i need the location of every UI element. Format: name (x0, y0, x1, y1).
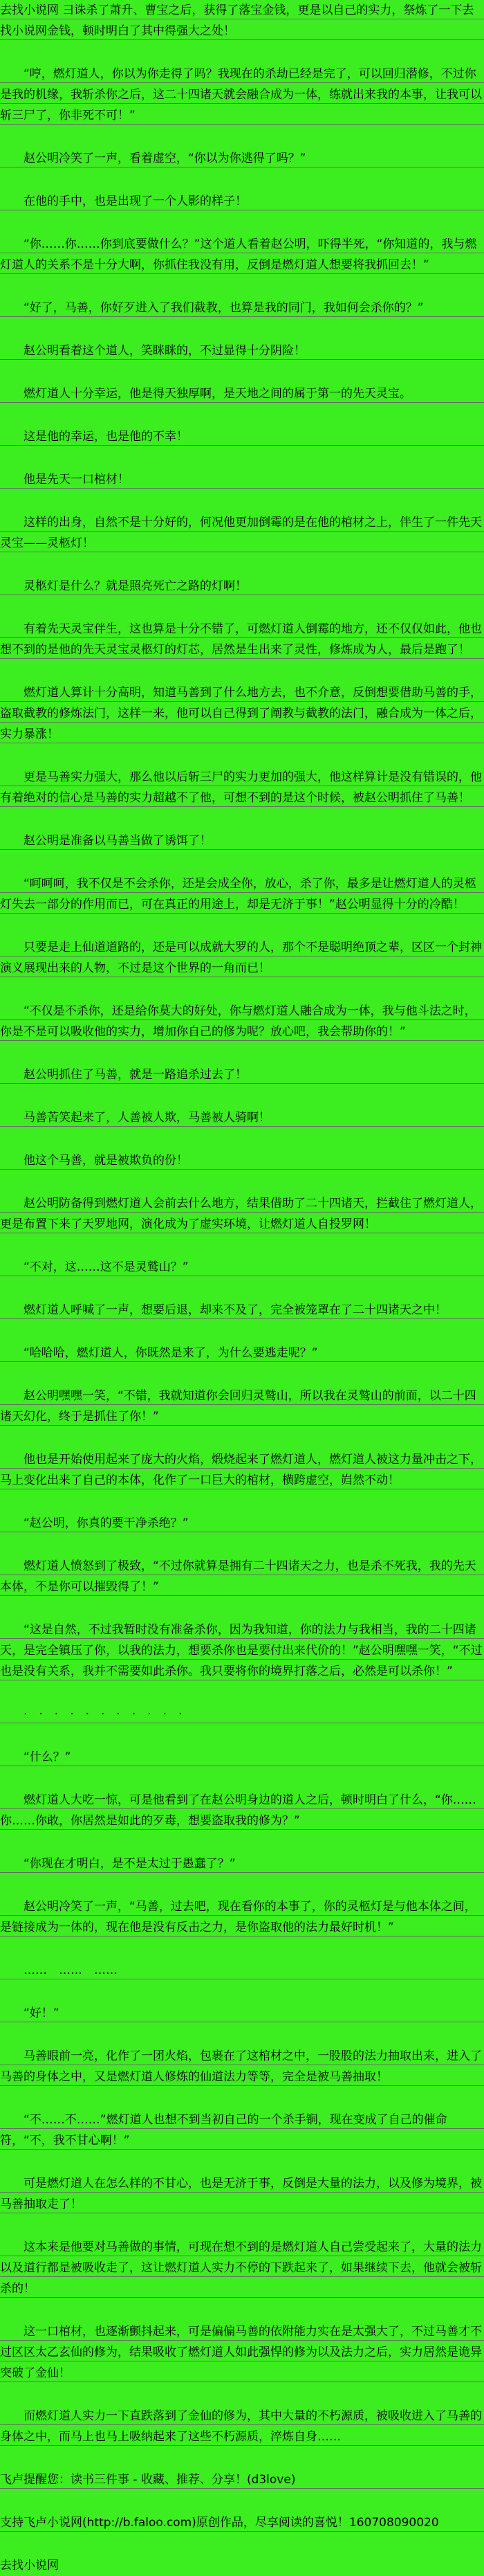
novel-paragraph: 这样的出身，自然不是十分好的，何况他更加倒霉的是在他的棺材之上，伴生了一件先天灵宝——灵柩灯！ (0, 512, 484, 554)
novel-paragraph: · · · · · · · · · · · (0, 1704, 484, 1725)
novel-paragraph: 只要是走上仙道道路的，还是可以成就大罗的人，那个不是聪明绝顶之辈，区区一个封神演义展现出来的人物，不过是这个世界的一角而已！ (0, 937, 484, 979)
novel-paragraph: 马善眼前一亮，化作了一团火焰，包裹在了这棺材之中，一股股的法力抽取出来，进入了马善的身体之中，又是燃灯道人修炼的仙道法力等等，完全是被马善抽取！ (0, 2046, 484, 2087)
novel-paragraph: 赵公明是准备以马善当做了诱饵了！ (0, 831, 484, 851)
novel-paragraph: “哼，燃灯道人，你以为你走得了吗？我现在的杀劫已经是完了，可以回归潜修，不过你是我的机缘，我斩杀你之后，这二十四诸天就会融合成为一体，练就出来我的本事，让我可以斩三尸了，你非死不可！” (0, 64, 484, 126)
novel-paragraph: 赵公明防备得到燃灯道人会前去什么地方，结果借助了二十四诸天，拦截住了燃灯道人，更是布置下来了天罗地网，演化成为了虚实环境，让燃灯道人自投罗网！ (0, 1193, 484, 1235)
novel-paragraph: “不对，这……这不是灵鹫山？” (0, 1257, 484, 1278)
novel-paragraph: “呵呵呵，我不仅是不会杀你，还是会成全你，放心，杀了你，最多是让燃灯道人的灵柩灯失去一部分的作用而已，可在真正的用途上，却是无济于事！”赵公明显得十分的冷酷！ (0, 873, 484, 915)
novel-paragraph: 而燃灯道人实力一下直跌落到了金仙的修为，其中大量的不朽源质，被吸收进入了马善的身体之中，而马上也马上吸纳起来了这些不朽源质，淬炼自身…… (0, 2406, 484, 2447)
novel-paragraph: “不……不……”燃灯道人也想不到当初自己的一个杀手锏，现在变成了自己的催命符，“不，我不甘心啊！” (0, 2110, 484, 2151)
novel-paragraph: “你……你……你到底要做什么？”这个道人看着赵公明，吓得半死，“你知道的，我与燃灯道人的关系不是十分大啊，你抓住我没有用，反倒是燃灯道人想要将我抓回去！” (0, 234, 484, 275)
novel-paragraph: 更是马善实力强大，那么他以后斩三尸的实力更加的强大，他这样算计是没有错误的，他有着绝对的信心是马善的实力超越不了他，可想不到的是这个时候，被赵公明抓住了马善！ (0, 767, 484, 808)
novel-paragraph: “这是自然，不过我暂时没有准备杀你，因为我知道，你的法力与我相当，我的二十四诸天，是完全镇压了你，以我的法力，想要杀你也是要付出来代价的！”赵公明嘿嘿一笑，“不过也是没有关系，我并不需要如此杀你。我只要将你的境界打落之后，必然是可以杀你！” (0, 1620, 484, 1682)
novel-paragraph: “好！” (0, 2003, 484, 2024)
novel-paragraph: 这本来是他要对马善做的事情，可现在想不到的是燃灯道人自己尝受起来了，大量的法力以及道行都是被吸收走了，这让燃灯道人实力不停的下跌起来了，如果继续下去，他就会被斩杀的！ (0, 2237, 484, 2299)
novel-paragraph: 去找小说网 彐诛杀了萧升、曹宝之后，获得了落宝金钱，更是以自己的实力，祭炼了一下去找小说网金钱，顿时明白了其中得强大之处！ (0, 0, 484, 42)
novel-paragraph: “什么？” (0, 1747, 484, 1768)
novel-paragraph: 可是燃灯道人在怎么样的不甘心，也是无济于事，反倒是大量的法力，以及修为境界，被马善抽取走了！ (0, 2173, 484, 2215)
novel-paragraph: 这一口棺材，也逐渐颤抖起来，可是偏偏马善的依附能力实在是太强大了，不过马善才不过区区太乙玄仙的修为，结果吸收了燃灯道人如此强悍的修为以及法力之后，实力居然是诡异突破了金仙！ (0, 2321, 484, 2384)
novel-paragraph: 燃灯道人算计十分高明，知道马善到了什么地方去，也不介意，反倒想要借助马善的手，盗取截教的修炼法门，这样一来，他可以自己得到了阐教与截教的法门，融合成为一体之后，实力暴涨！ (0, 682, 484, 745)
novel-paragraph: 他也是开始使用起来了庞大的火焰，煅烧起来了燃灯道人，燃灯道人被这力量冲击之下，马上变化出来了自己的本体，化作了一口巨大的棺材，横跨虚空，岿然不动！ (0, 1449, 484, 1491)
novel-paragraph: 燃灯道人大吃一惊，可是他看到了在赵公明身边的道人之后，顿时明白了什么，“你……你……你敢，你居然是如此的歹毒，想要盗取我的修为？” (0, 1790, 484, 1831)
novel-paragraph: 赵公明嘿嘿一笑，“不错，我就知道你会回归灵鹫山，所以我在灵鹫山的前面，以二十四诸天幻化，终于是抓住了你！” (0, 1386, 484, 1427)
novel-paragraph: “你现在才明白，是不是太过于愚蠢了？” (0, 1853, 484, 1874)
novel-paragraph: 他这个马善，就是被欺负的份！ (0, 1150, 484, 1171)
novel-paragraph: 飞卢提醒您：读书三件事 - 收藏、推荐、分享！(d3love) (0, 2469, 484, 2490)
novel-paragraph: “不仅是不杀你，还是给你莫大的好处，你与燃灯道人融合成为一体，我与他斗法之时，你是不是可以吸收他的实力，增加你自己的修为呢？放心吧，我会帮助你的！” (0, 1001, 484, 1042)
novel-paragraph: 这是他的幸运，也是他的不幸！ (0, 426, 484, 447)
novel-paragraph: “好了，马善，你好歹进入了我们截教，也算是我的同门，我如何会杀你的？” (0, 298, 484, 318)
novel-paragraph: 燃灯道人愤怒到了极致，“不过你就算是拥有二十四诸天之力，也是杀不死我，我的先天本体，不是你可以摧毁得了！” (0, 1556, 484, 1597)
novel-paragraph: 赵公明冷笑了一声，“马善，过去吧，现在看你的本事了，你的灵柩灯是与他本体之间，是链接成为一体的，现在他是没有反击之力，是你盗取他的法力最好时机！” (0, 1896, 484, 1938)
novel-paragraph: 燃灯道人呼喊了一声，想要后退，却来不及了，完全被笼罩在了二十四诸天之中！ (0, 1300, 484, 1321)
novel-paragraph: 有着先天灵宝伴生，这也算是十分不错了，可燃灯道人倒霉的地方，还不仅仅如此，他也想不到的是他的先天灵宝灵柩灯的灯芯，居然是生出来了灵性，修炼成为人，最后是跑了！ (0, 619, 484, 660)
novel-paragraph: …… …… …… (0, 1960, 484, 1981)
novel-paragraph: 灵柩灯是什么？就是照亮死亡之路的灯啊！ (0, 576, 484, 597)
novel-paragraph: “哈哈哈，燃灯道人，你既然是来了，为什么要逃走呢？” (0, 1343, 484, 1363)
novel-paragraph: “赵公明，你真的要干净杀绝？” (0, 1513, 484, 1534)
novel-paragraph: 支持飞卢小说网(http://b.faloo.com)原创作品，尽享阅读的喜悦！160708090020 (0, 2512, 484, 2533)
novel-paragraph: 赵公明冷笑了一声，看着虚空，“你以为你逃得了吗？” (0, 148, 484, 169)
novel-paragraph: 赵公明看着这个道人，笑眯眯的，不过显得十分阴险！ (0, 341, 484, 361)
novel-paragraph: 燃灯道人十分幸运，他是得天独厚啊，是天地之间的属于第一的先天灵宝。 (0, 383, 484, 404)
novel-paragraph: 去找小说网 (0, 2559, 59, 2573)
novel-paragraph: 在他的手中，也是出现了一个人影的样子！ (0, 191, 484, 212)
novel-paragraph: 他是先天一口棺材！ (0, 469, 484, 490)
novel-paragraph: 马善苦笑起来了，人善被人欺，马善被人骑啊！ (0, 1107, 484, 1128)
novel-paragraph: 赵公明抓住了马善，就是一路追杀过去了！ (0, 1064, 484, 1085)
